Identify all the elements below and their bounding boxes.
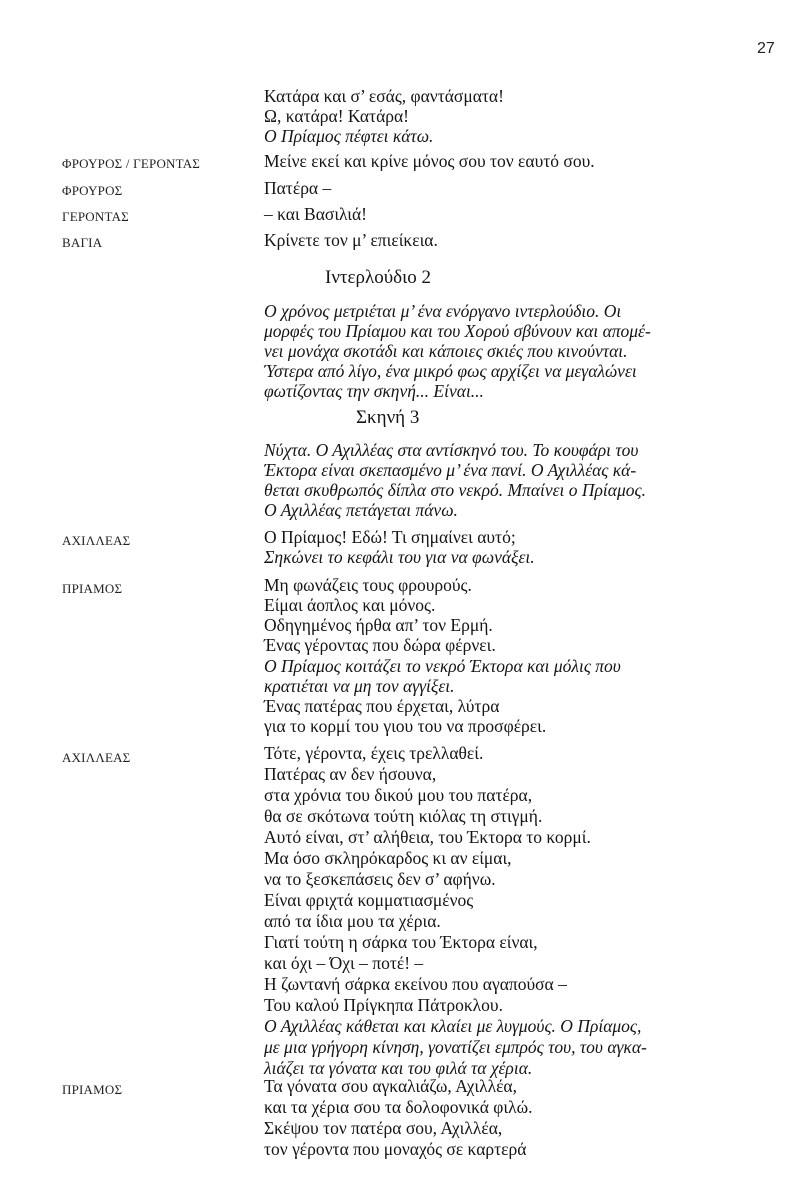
speaker-label: ΒΑΓΙΑ bbox=[62, 235, 103, 250]
verse-line: θα σε σκότωνα τούτη κιόλας τη στιγμή. bbox=[264, 806, 543, 826]
section-heading: Σκηνή 3 bbox=[356, 407, 420, 428]
stage-direction: θεται σκυθρωπός δίπλα στο νεκρό. Μπαίνει ο Πρίαμος. bbox=[264, 480, 646, 500]
stage-direction: Σηκώνει το κεφάλι του για να φωνάξει. bbox=[264, 547, 535, 567]
stage-direction: φωτίζοντας την σκηνή... Είναι... bbox=[264, 381, 484, 401]
verse-line: Η ζωντανή σάρκα εκείνου που αγαπούσα – bbox=[264, 974, 567, 994]
stage-direction: με μια γρήγορη κίνηση, γονατίζει εμπρός του, του αγκα- bbox=[264, 1037, 647, 1057]
verse-line: Μη φωνάζεις τους φρουρούς. bbox=[264, 575, 472, 595]
verse-line: τον γέροντα που μοναχός σε καρτερά bbox=[264, 1139, 527, 1159]
page-number: 27 bbox=[757, 40, 775, 57]
speaker-label: ΦΡΟΥΡΟΣ bbox=[62, 183, 123, 198]
stage-direction: νει μονάχα σκοτάδι και κάποιες σκιές που κινούνται. bbox=[264, 341, 628, 361]
verse-line: Είναι φριχτά κομματιασμένος bbox=[264, 890, 474, 910]
verse-line: για το κορμί του γιου του να προσφέρει. bbox=[264, 716, 547, 736]
speaker-label: ΦΡΟΥΡΟΣ / ΓΕΡΟΝΤΑΣ bbox=[62, 156, 201, 171]
speaker-label: ΓΕΡΟΝΤΑΣ bbox=[62, 209, 129, 224]
stage-direction: λιάζει τα γόνατα και του φιλά τα χέρια. bbox=[264, 1058, 533, 1078]
verse-line: Κρίνετε τον μ’ επιείκεια. bbox=[264, 230, 438, 250]
speaker-label: ΠΡΙΑΜΟΣ bbox=[62, 1082, 123, 1097]
verse-line: και όχι – Όχι – ποτέ! – bbox=[264, 953, 424, 973]
verse-line: Οδηγημένος ήρθα απ’ τον Ερμή. bbox=[264, 615, 493, 635]
section-heading: Ιντερλούδιο 2 bbox=[325, 267, 431, 288]
stage-direction: Ο Πρίαμος πέφτει κάτω. bbox=[264, 126, 434, 146]
speaker-label: ΑΧΙΛΛΕΑΣ bbox=[62, 750, 131, 765]
verse-line: Μα όσο σκληρόκαρδος κι αν είμαι, bbox=[264, 848, 512, 868]
verse-line: Μείνε εκεί και κρίνε μόνος σου τον εαυτό σου. bbox=[264, 151, 595, 171]
verse-line: Γιατί τούτη η σάρκα του Έκτορα είναι, bbox=[264, 932, 538, 952]
stage-direction: Ύστερα από λίγο, ένα μικρό φως αρχίζει να μεγαλώνει bbox=[264, 361, 637, 381]
stage-direction: Ο Αχιλλέας πετάγεται πάνω. bbox=[264, 500, 458, 520]
speaker-label: ΑΧΙΛΛΕΑΣ bbox=[62, 533, 131, 548]
stage-direction: Νύχτα. Ο Αχιλλέας στα αντίσκηνό του. Το κουφάρι του bbox=[264, 440, 639, 460]
verse-line: Του καλού Πρίγκηπα Πάτροκλου. bbox=[264, 995, 503, 1015]
stage-direction: κρατιέται να μη τον αγγίξει. bbox=[264, 676, 455, 696]
verse-line: Τα γόνατα σου αγκαλιάζω, Αχιλλέα, bbox=[264, 1076, 517, 1096]
verse-line: Ένας πατέρας που έρχεται, λύτρα bbox=[264, 696, 500, 716]
verse-line: Τότε, γέροντα, έχεις τρελλαθεί. bbox=[264, 743, 484, 763]
verse-line: στα χρόνια του δικού μου του πατέρα, bbox=[264, 785, 533, 805]
stage-direction: Έκτορα είναι σκεπασμένο μ’ ένα πανί. Ο Αχιλλέας κά- bbox=[264, 460, 637, 480]
verse-line: – και Βασιλιά! bbox=[264, 204, 368, 224]
verse-line: και τα χέρια σου τα δολοφονικά φιλώ. bbox=[264, 1097, 533, 1117]
stage-direction: Ο χρόνος μετριέται μ’ ένα ενόργανο ιντερλούδιο. Οι bbox=[264, 301, 622, 321]
stage-direction: Ο Πρίαμος κοιτάζει το νεκρό Έκτορα και μόλις που bbox=[264, 656, 621, 676]
verse-line: Πατέρας αν δεν ήσουνα, bbox=[264, 764, 437, 784]
verse-line: Αυτό είναι, στ’ αλήθεια, του Έκτορα το κορμί. bbox=[264, 827, 591, 847]
verse-line: Ω, κατάρα! Κατάρα! bbox=[264, 106, 409, 126]
verse-line: Σκέψου τον πατέρα σου, Αχιλλέα, bbox=[264, 1118, 503, 1138]
speaker-label: ΠΡΙΑΜΟΣ bbox=[62, 581, 123, 596]
verse-line: Πατέρα – bbox=[264, 178, 332, 198]
verse-line: Κατάρα και σ’ εσάς, φαντάσματα! bbox=[264, 86, 504, 106]
verse-line: από τα ίδια μου τα χέρια. bbox=[264, 911, 441, 931]
verse-line: να το ξεσκεπάσεις δεν σ’ αφήνω. bbox=[264, 869, 496, 889]
stage-direction: Ο Αχιλλέας κάθεται και κλαίει με λυγμούς. Ο Πρίαμος, bbox=[264, 1016, 642, 1036]
verse-line: Ο Πρίαμος! Εδώ! Τι σημαίνει αυτό; bbox=[264, 527, 516, 547]
verse-line: Είμαι άοπλος και μόνος. bbox=[264, 595, 436, 615]
stage-direction: μορφές του Πρίαμου και του Χορού σβύνουν και απομέ- bbox=[264, 321, 651, 341]
verse-line: Ένας γέροντας που δώρα φέρνει. bbox=[264, 635, 496, 655]
